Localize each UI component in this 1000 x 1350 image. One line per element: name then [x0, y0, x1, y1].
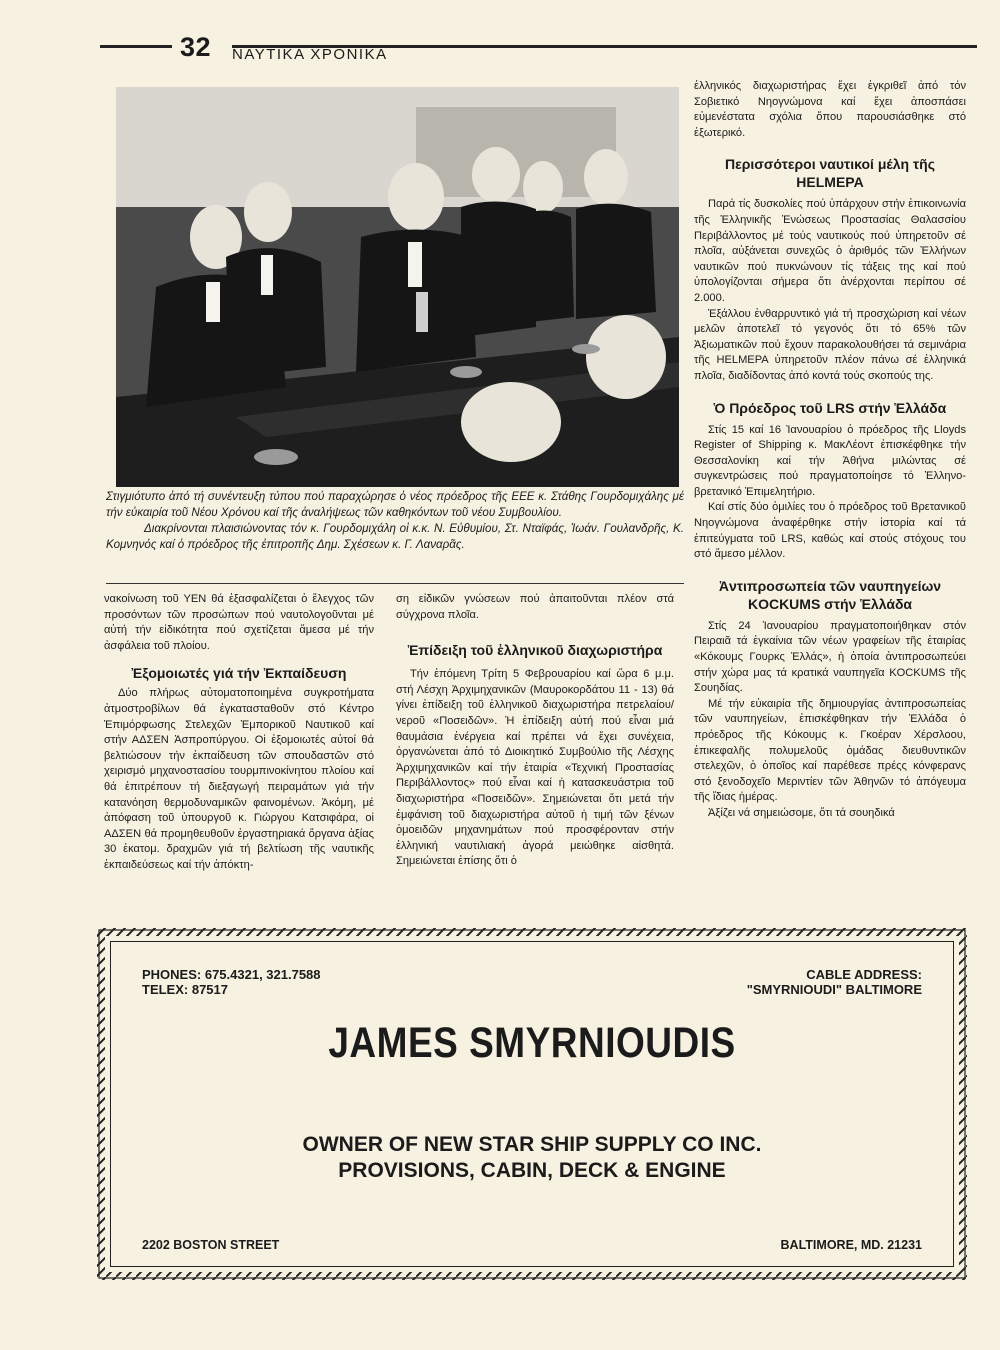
- column-1: [104, 592, 374, 874]
- heading-lrs: Ὁ Πρόεδρος τοῦ LRS στήν Ἑλλάδα: [713, 399, 947, 416]
- kockums-paragraph-1: Στίς 24 Ἰανουαρίου πραγματοποιήθηκαν στόν Πειραιᾶ τά ἐγκαίνια τῶν νέων γραφείων τῆς ἑταιρίας «Κόκουμς Γουρκς Ἑλλάς», ἡ ὁποία ἀντιπροσωπεύει στήν χώρα μας τά κρατικά ναυπηγεῖα KOCKUMS τῆς Σουηδίας.: [694, 619, 966, 695]
- column-3: [694, 79, 966, 822]
- ad-owner-line-2: PROVISIONS, CABIN, DECK & ENGINE: [338, 1159, 726, 1182]
- heading-separator-demo: Ἐπίδειξη τοῦ ἑλληνικοῦ διαχωριστήρα: [407, 642, 663, 659]
- ad-city: BALTIMORE, MD. 21231: [780, 1238, 922, 1252]
- header-rule-left: [100, 45, 172, 48]
- photo-illustration: [116, 87, 679, 487]
- col2-paragraph: Τήν ἑπόμενη Τρίτη 5 Φεβρουαρίου καί ὥρα 6 μ.μ. στή Λέσχη Ἀρχιμηχανικῶν (Μαυροκορδάτου 11 - 13) θά γίνει ἐπίδειξη τοῦ ἑλληνικοῦ διαχωριστήρα πετρελαίου/νεροῦ «Ποσειδῶν». Ἡ ἐπίδειξη αὐτή πού εἶναι μιά θαυμάσια ἐνέργεια καί πρέπει νά ἔχει συνέχεια, ὀργανώνεται ἀπό τό Διοικητικό Συμβούλιο τῆς Λέσχης Ἀρχιμηχανικῶν καί τήν ἑταιρία «Τεχνική Προστασίας Περιβάλλοντος» πού εἶναι καί ἡ κατασκευάστρια τοῦ διαχωριστήρα «Ποσειδῶν». Σημειώνεται ὅτι μετά τήν ἐμφάνιση τοῦ διαχωριστήρα αὐτοῦ ἡ τιμή τῶν ξένων ὁμοειδῶν μηχανημάτων πού προσφέρονταν στήν ἑλληνική ναυτιλιακή ἀγορά μειώθηκε αἰσθητά. Σημειώνεται ἐπίσης ὅτι ὁ: [396, 668, 674, 868]
- photo-caption: [106, 489, 684, 553]
- magazine-title: ΝΑΥΤΙΚΑ ΧΡΟΝΙΚΑ: [232, 46, 388, 63]
- ad-company-name: JAMES SMYRNIOUDIS: [328, 1018, 736, 1066]
- caption-line-1: Στιγμιότυπο ἀπό τή συνέντευξη τύπου πού παραχώρησε ὁ νέος πρόεδρος τῆς ΕΕΕ κ. Στάθης Γουρδομιχάλης μέ τήν εὐκαιρία τοῦ Νέου Χρόνου καί τῆς ἀναλήψεως τῶν καθηκόντων τοῦ νέου Συμβουλίου.: [106, 490, 684, 519]
- ad-cable-value: "SMYRNIOUDI" BALTIMORE: [746, 982, 922, 997]
- lrs-paragraph-2: Καί στίς δύο ὁμιλίες του ὁ πρόεδρος τοῦ Βρετανικοῦ Νηογνώμονα ἀναφέρθηκε στήν ἱστορία καί τά ἐπιτεύγματα τοῦ LRS, καθώς καί στούς στόχους του στό ἄμεσο μέλλον.: [694, 501, 966, 561]
- ad-owner: [96, 1132, 968, 1184]
- kockums-paragraph-3: Ἀξίζει νά σημειώσομε, ὅτι τά σουηδικά: [708, 806, 895, 819]
- helmepa-paragraph-1: Παρά τίς δυσκολίες πού ὑπάρχουν στήν ἐπικοινωνία τῆς Ἑλληνικῆς Ἑνώσεως Προστασίας Θαλασσίου Περιβάλλοντος μέ τούς ναυτικούς πού ὑπηρετοῦν σέ πλοῖα, αὐξάνεται συνεχῶς ὁ ἀριθμός τῶν Ἑλλήνων ναυτικῶν πού πυκνώνουν τίς τάξεις της καί πού ὑπολογίζονται σήμερα ὅτι ἀνέρχονται περίπου σέ 2.000.: [694, 198, 966, 304]
- col1-intro: νακοίνωση τοῦ ΥΕΝ θά ἐξασφαλίζεται ὁ ἔλεγχος τῶν προσόντων τῶν προσώπων πού ναυτολογοῦνται μέ αὐτή τήν εἰδικότητα πού σχετίζεται ἄμεσα μέ τήν ἀσφάλεια τοῦ πλοίου.: [104, 593, 374, 652]
- advertisement: [96, 927, 968, 1281]
- caption-line-2: Διακρίνονται πλαισιώνοντας τόν κ. Γουρδομιχάλη οἱ κ.κ. Ν. Εὐθυμίου, Στ. Νταϊφάς, Ἰωάν. Γουλανδρῆς, Κ. Κομνηνός καί ὁ πρόεδρος τῆς ἐπιτροπῆς Δημ. Σχέσεων κ. Γ. Λαναρᾶς.: [106, 522, 684, 551]
- ad-contact: [142, 967, 321, 997]
- col3-intro: ἑλληνικός διαχωριστήρας ἔχει ἐγκριθεῖ ἀπό τόν Σοβιετικό Νηογνώμονα καί ἔχει ἀποσπάσει εὐμενέστατα σχόλια ὅπου παρουσιάσθηκε στό ἐξωτερικό.: [694, 80, 966, 139]
- press-conference-photo: [116, 87, 679, 487]
- heading-helmepa: Περισσότεροι ναυτικοί μέλη τῆς HELMEPA: [724, 156, 936, 191]
- lrs-paragraph-1: Στίς 15 καί 16 Ἰανουαρίου ὁ πρόεδρος τῆς Lloyds Register of Shipping κ. ΜακΛέοντ ἐπισκέφθηκε τήν Θεσσαλονίκη καί τήν Ἀθήνα μιλώντας σέ συγκεντρώσεις πού πραγματοποίησε τό Ἑλληνο-βρετανικό Ἐπιμελητήριο.: [694, 423, 966, 498]
- page-number: 32: [180, 32, 212, 62]
- caption-rule: [106, 583, 684, 584]
- col2-intro: ση εἰδικῶν γνώσεων πού ἀπαιτοῦνται πλέον στά σύγχρονα πλοῖα.: [396, 593, 674, 621]
- col1-paragraph: Δύο πλήρως αὐτοματοποιημένα συγκροτήματα ἀτμοστροβίλων θά ἐγκατασταθοῦν στό Κέντρο Ἐπιμόρφωσης Στελεχῶν Ἐμπορικοῦ Ναυτικοῦ καί στήν ΑΔΣΕΝ Ἀσπροπύργου. Οἱ ἐξομοιωτές αὐτοί θά βελτιώσουν τήν ἐκπαίδευση τῶν σπουδαστῶν στό χειρισμό μηχανοστασίου τουρμπινοκίνητου πλοίου καί θά ἐπιτρέπουν τή διεξαγωγή πειραμάτων γιά τήν κατανόηση θερμοδυναμικῶν φαινομένων. Ἀκόμη, μέ ἀπόφαση τοῦ ὑπουργοῦ κ. Γιώργου Κατσιφάρα, οἱ ΑΔΣΕΝ θά προμηθευθοῦν ἐργαστηριακά ὄργανα ἀξίας 30 ἑκατομ. δραχμῶν γιά τή βελτίωση τῆς ναυτικῆς ἐκπαιδεύσεως καί τήν ἀπόκτη-: [104, 687, 374, 871]
- ad-cable: [747, 967, 922, 997]
- heading-kockums: Ἀντιπροσωπεία τῶν ναυπηγείων KOCKUMS στήν Ἑλλάδα: [718, 577, 942, 612]
- ad-cable-label: CABLE ADDRESS:: [806, 967, 922, 982]
- ad-telex: TELEX: 87517: [142, 982, 228, 997]
- ad-phones: PHONES: 675.4321, 321.7588: [142, 967, 321, 982]
- helmepa-paragraph-2: Ἐξάλλου ἐνθαρρυντικό γιά τή προσχώριση καί νέων μελῶν ἀποτελεῖ τό γεγονός ὅτι τό 65% τῶν Ἀξιωματικῶν πού ἔχουν παρακολουθήσει τά σεμινάρια τῆς HELMEPA ὑπηρετοῦν πλέον πάνω σέ ἑλληνικά πλοῖα, διαδίδοντας ἀπό κοντά τούς σκοπούς της.: [694, 307, 966, 382]
- ad-street: 2202 BOSTON STREET: [142, 1238, 280, 1252]
- kockums-paragraph-2: Μέ τήν εὐκαιρία τῆς δημιουργίας ἀντιπροσωπείας τῶν ναυπηγείων, ἐπισκέφθηκαν τήν Ἑλλάδα ὁ πρόεδρος τῆς Κόκουμς κ. Γκοέραν Χέρσλοου, ἐπικεφαλῆς πολυμελοῦς ὁμάδας διευθυντικῶν στελεχῶν, ὁ ὁποῖος καί παρέθεσε πρέςς κόνφερανς στό ξενοδοχεῖο Μεριντίεν τῶν Ἀθηνῶν τό ἀπόγευμα τῆς ἴδιας ἡμέρας.: [694, 697, 966, 804]
- ad-owner-line-1: OWNER OF NEW STAR SHIP SUPPLY CO INC.: [302, 1133, 762, 1156]
- column-2: [396, 592, 674, 870]
- heading-simulators: Ἐξομοιωτές γιά τήν Ἐκπαίδευση: [131, 665, 347, 682]
